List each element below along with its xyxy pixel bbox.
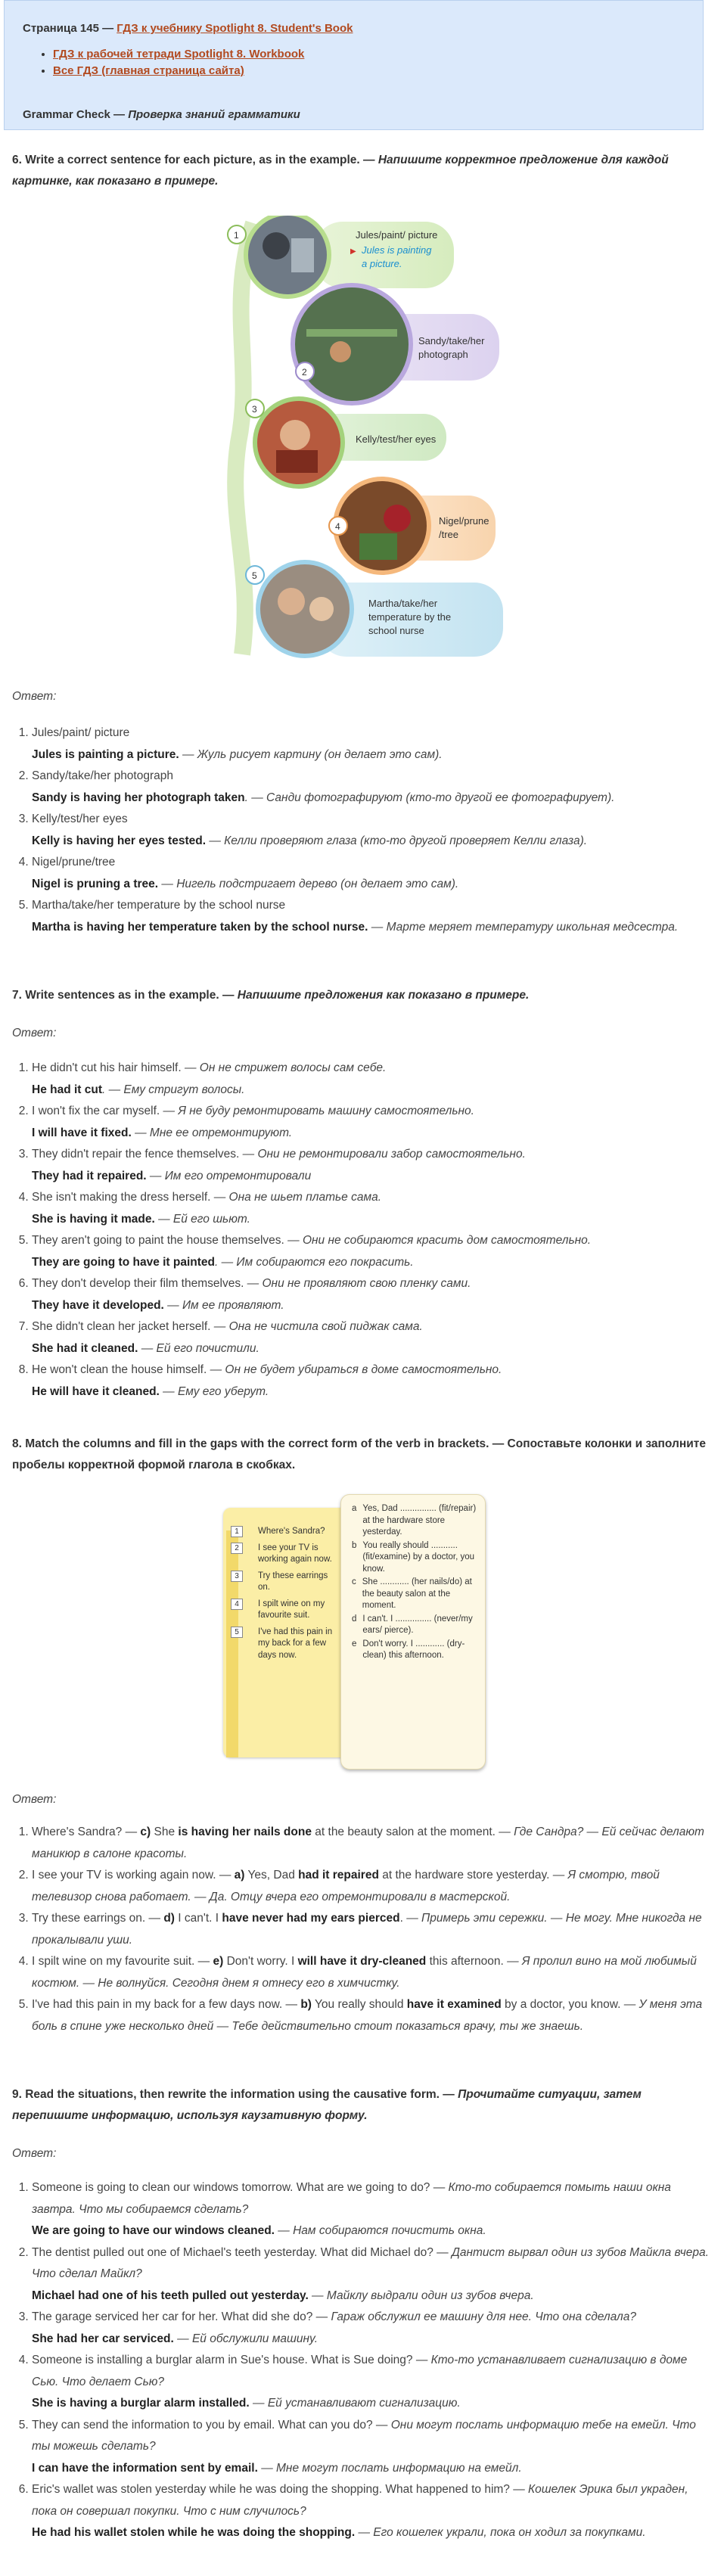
task-7-answers: [11, 1058, 713, 1403]
task-6-title: [12, 150, 708, 192]
answer-bold: have never had my ears pierced: [222, 1912, 400, 1925]
answer-part: She: [151, 1826, 179, 1838]
answer-bold-ru: — Его кошелек украли, пока он ходил за покупками.: [355, 2526, 646, 2539]
answer-ru: — Он не стрижет волосы сам себе.: [181, 1061, 387, 1074]
list-item: [32, 2350, 713, 2415]
list-item: [32, 1101, 713, 1144]
answer-bold-ru: — Майклу выдрали один из зубов вчера.: [308, 2289, 534, 2302]
answer-bold-ru: — Мне могут послать информацию на емейл.: [257, 2461, 522, 2475]
answer-ru: Они могут послать информацию тебе на емейл. Что ты можешь сделать?: [32, 2418, 696, 2453]
task-8-answers: [11, 1822, 713, 2037]
answer-bold: is having her nails done: [178, 1826, 312, 1838]
answer-label: Ответ:: [12, 690, 57, 703]
answer-ru: — Я пролил вино на мой любимый костюм. — Не волнуйся. Сегодня днем я отнесу его в химчистку.: [32, 1955, 697, 1990]
figure-item-3: [246, 399, 446, 486]
figure-label-5c: school nurse: [368, 625, 424, 636]
list-item: [32, 1359, 713, 1403]
answer-bold-ru: — Ему его уберут.: [159, 1384, 269, 1398]
home-link[interactable]: Все ГДЗ (главная страница сайта): [53, 64, 244, 77]
figure-number-2: 2: [302, 367, 307, 378]
right-column-item: [352, 1614, 477, 1637]
answer-bold: They are going to have it painted: [32, 1255, 216, 1269]
answer-part: at the hardware store yesterday.: [378, 1869, 553, 1882]
item-number: 3: [231, 1571, 243, 1582]
task-6-answers: [11, 722, 713, 938]
answer-en: They can send the information to you by email. What can you do? —: [32, 2418, 391, 2432]
students-book-link[interactable]: ГДЗ к учебнику Spotlight 8. Student's Book: [117, 22, 353, 35]
task-8-title: [12, 1434, 708, 1476]
right-column-item: [352, 1577, 477, 1612]
answer-ru: — Я смотрю, твой телевизор снова работает. — Да. Отцу вчера его отремонтировали в мастерской.: [32, 1869, 660, 1903]
answer-en: Kelly is having her eyes tested.: [32, 834, 207, 847]
answer-part: Yes, Dad: [244, 1869, 299, 1882]
answer-part: I spilt wine on my favourite suit. —: [32, 1955, 213, 1968]
answer-part: Where's Sandra? —: [32, 1826, 141, 1838]
answer-en: The dentist pulled out one of Michael's teeth yesterday. What did Michael do? —: [32, 2245, 452, 2259]
figure-item-4: [329, 479, 496, 573]
answer-en: Sandy is having her photograph taken: [32, 791, 245, 804]
answer-ru: — У меня эта боль в спине уже несколько дней — Тебе действительно стоит показаться врачу, ты же знаешь.: [32, 1998, 703, 2033]
page-number-line: [23, 22, 353, 35]
answer-ru: — Она не шьет платье сама.: [210, 1191, 382, 1204]
answer-ru: — Где Сандра? — Ей сейчас делают маникюр в салоне красоты.: [32, 1826, 704, 1860]
list-item: [32, 1187, 713, 1230]
task-7-title-en: 7. Write sentences as in the example. —: [12, 989, 238, 1002]
left-column: [231, 1526, 333, 1666]
item-number: 4: [231, 1599, 243, 1610]
figure-item-2: [293, 285, 499, 403]
left-column-item: [231, 1599, 333, 1622]
answer-letter: e): [213, 1955, 224, 1968]
item-text: I can't. I ............... (never/my ears/ pierce).: [362, 1614, 473, 1635]
answer-bold: I can have the information sent by email.: [32, 2461, 258, 2475]
answer-bold-ru: — Ей устанавливают сигнализацию.: [249, 2397, 461, 2410]
figure-number-1: 1: [234, 230, 239, 241]
answer-bold: have it examined: [406, 1998, 502, 2011]
answer-bold: They have it developed.: [32, 1298, 164, 1312]
answer-part: .: [399, 1912, 407, 1925]
list-item: [32, 1822, 713, 1865]
answer-part: Don't worry. I: [223, 1955, 298, 1968]
figure-example-2: a picture.: [362, 258, 402, 269]
list-item: [32, 2479, 713, 2544]
list-item: [32, 1230, 713, 1273]
answer-ru: — Они не ремонтировали забор самостоятельно.: [239, 1148, 526, 1161]
list-item: [32, 722, 713, 766]
item-text: I've had this pain in my back for a few days now.: [258, 1627, 333, 1660]
answer-en: Eric's wallet was stolen yesterday while he was doing the shopping. What happened to him? —: [32, 2483, 529, 2496]
task-7-title: [12, 985, 708, 1006]
item-number: 2: [231, 1543, 243, 1554]
answer-ru: — Марте меряет температуру школьная медсестра.: [368, 920, 679, 934]
left-column-item: [231, 1571, 333, 1594]
item-letter: b: [352, 1540, 357, 1550]
list-item: [32, 1994, 713, 2037]
left-column-item: [231, 1526, 333, 1538]
answer-prompt: Sandy/take/her photograph: [32, 769, 173, 782]
grammar-check-line: [23, 108, 300, 121]
item-text: Don't worry. I ............ (dry-clean) this afternoon.: [362, 1639, 465, 1660]
answer-bold: Michael had one of his teeth pulled out yesterday.: [32, 2289, 309, 2302]
answer-ru: — Она не чистила свой пиджак сама.: [210, 1320, 423, 1333]
item-text: Where's Sandra?: [258, 1527, 325, 1536]
right-column-item: [352, 1503, 477, 1539]
item-text: You really should ........... (fit/examine) by a doctor, you know.: [362, 1540, 475, 1574]
list-item: [32, 766, 713, 809]
answer-bold: They had it repaired.: [32, 1169, 147, 1182]
answer-bold-ru: — Ей его почистили.: [138, 1341, 259, 1355]
answer-prompt: Nigel/prune/tree: [32, 856, 116, 869]
grammar-subtitle: Проверка знаний грамматики: [128, 108, 300, 121]
answer-bold-ru: — Мне ее отремонтируют.: [131, 1126, 293, 1139]
answer-en: Nigel is pruning a tree.: [32, 877, 159, 890]
answer-ru: Кто-то устанавливает сигнализацию в доме Сью. Что делает Сью?: [32, 2354, 688, 2388]
right-column-item: [352, 1639, 477, 1662]
answer-en: She isn't making the dress herself.: [32, 1191, 211, 1204]
figure-label-1: Jules/paint/ picture: [356, 229, 438, 241]
left-column-item: [231, 1543, 333, 1566]
list-item: [32, 1058, 713, 1101]
right-column-item: [352, 1540, 477, 1576]
answer-bold-ru: — Нам собираются почистить окна.: [274, 2224, 486, 2237]
answer-en: I won't fix the car myself.: [32, 1105, 160, 1117]
answer-bold: She is having it made.: [32, 1212, 155, 1226]
answer-bold: I will have it fixed.: [32, 1126, 132, 1139]
answer-label: Ответ:: [12, 1793, 57, 1806]
answer-en: They didn't repair the fence themselves.: [32, 1148, 240, 1161]
list-item: [32, 1144, 713, 1187]
figure-label-2a: Sandy/take/her: [418, 335, 485, 346]
task-9-title: [12, 2084, 708, 2127]
task-6-title-ru: Напишите корректное предложение для каждой картинке, как показано в примере.: [12, 154, 669, 188]
answer-bold: She had it cleaned.: [32, 1341, 138, 1355]
figure-label-4a: Nigel/prune: [439, 515, 489, 527]
item-text: Try these earrings on.: [258, 1571, 328, 1592]
answer-part: Try these earrings on. —: [32, 1912, 164, 1925]
answer-prompt: Jules/paint/ picture: [32, 726, 130, 739]
answer-ru: — Жуль рисует картину (он делает это сам).: [179, 747, 443, 761]
answer-letter: a): [234, 1869, 245, 1882]
answer-ru: — Нигель подстригает дерево (он делает это сам).: [158, 877, 459, 890]
task-9-answers: [11, 2177, 713, 2544]
answer-ru: . — Санди фотографируют (кто-то другой ее фотографирует).: [244, 791, 615, 804]
answer-en: He won't clean the house himself.: [32, 1363, 207, 1376]
figure-example-1: Jules is painting: [362, 244, 432, 256]
item-number: 1: [231, 1526, 243, 1537]
answer-ru: Гараж обслужил ее машину для нее. Что она сделала?: [331, 2310, 637, 2323]
answer-bold: She had her car serviced.: [32, 2332, 174, 2345]
answer-letter: c): [140, 1826, 151, 1838]
answer-ru: Кто-то собирается помыть наши окна завтра. Что мы собираемся сделать?: [32, 2181, 671, 2216]
answer-bold: She is having a burglar alarm installed.: [32, 2397, 250, 2410]
answer-bold: We are going to have our windows cleaned.: [32, 2224, 275, 2237]
workbook-link[interactable]: ГДЗ к рабочей тетради Spotlight 8. Workbook: [53, 48, 305, 61]
answer-part: I see your TV is working again now. —: [32, 1869, 235, 1882]
answer-en: He didn't cut his hair himself.: [32, 1061, 182, 1074]
answer-bold-ru: — Ей обслужили машину.: [173, 2332, 318, 2345]
answer-prompt: Kelly/test/her eyes: [32, 813, 128, 825]
answer-bold-ru: . — Ему стригут волосы.: [102, 1083, 245, 1096]
figure-label-3: Kelly/test/her eyes: [356, 433, 437, 445]
answer-ru: Дантист вырвал один из зубов Майкла вчера. Что сделал Майкл?: [32, 2245, 709, 2280]
item-text: I spilt wine on my favourite suit.: [258, 1599, 325, 1620]
answer-ru: — Я не буду ремонтировать машину самостоятельно.: [160, 1105, 474, 1117]
answer-bold-ru: — Им его отремонтировали: [146, 1169, 312, 1182]
figure-number-4: 4: [335, 521, 340, 532]
list-item: [32, 1273, 713, 1316]
list-item: [32, 1316, 713, 1359]
figure-label-5a: Martha/take/her: [368, 598, 438, 609]
figure-number-5: 5: [252, 570, 257, 581]
list-item: [32, 809, 713, 852]
answer-label: Ответ:: [12, 2147, 57, 2160]
answer-part: this afternoon.: [426, 1955, 508, 1968]
answer-en: She didn't clean her jacket herself.: [32, 1320, 211, 1333]
item-text: I see your TV is working again now.: [258, 1543, 332, 1564]
answer-ru: — Они не проявляют свою пленку сами.: [244, 1277, 471, 1290]
answer-bold: He had it cut: [32, 1083, 103, 1096]
figure-number-3: 3: [252, 404, 257, 415]
item-number: 5: [231, 1627, 243, 1638]
answer-en: Martha is having her temperature taken by the school nurse.: [32, 920, 368, 934]
item-letter: c: [352, 1577, 356, 1586]
navigation-box: [4, 0, 704, 130]
list-item: [32, 1908, 713, 1951]
answer-bold-ru: . — Им собираются его покрасить.: [215, 1255, 414, 1269]
left-column-item: [231, 1627, 333, 1662]
answer-en: Someone is installing a burglar alarm in Sue's house. What is Sue doing? —: [32, 2354, 431, 2366]
figure-label-5b: temperature by the: [368, 611, 452, 623]
list-item: [32, 2415, 713, 2480]
list-item: [32, 895, 713, 938]
answer-ru: — Келли проверяют глаза (кто-то другой проверяет Келли глаза).: [206, 834, 588, 847]
answer-bold: had it repaired: [298, 1869, 379, 1882]
list-item: [32, 2242, 713, 2307]
answer-ru: — Примерь эти сережки. — Не могу. Мне никогда не прокалывали уши.: [32, 1912, 702, 1947]
right-column: [352, 1503, 477, 1664]
task-6-title-en: 6. Write a correct sentence for each picture, as in the example. —: [12, 154, 378, 166]
answer-bold-ru: — Им ее проявляют.: [163, 1298, 284, 1312]
list-item: [53, 63, 304, 79]
list-item: [32, 852, 713, 895]
list-item: [32, 1865, 713, 1908]
answer-en: Someone is going to clean our windows tomorrow. What are we going to do? —: [32, 2181, 449, 2194]
task-6-figure: [223, 216, 507, 662]
grammar-label: Grammar Check —: [23, 108, 129, 121]
task-9-title-en: 9. Read the situations, then rewrite the information using the causative form. —: [12, 2088, 458, 2101]
item-letter: d: [352, 1614, 357, 1624]
answer-bold: will have it dry-cleaned: [297, 1955, 427, 1968]
answer-en: The garage serviced her car for her. What did she do? —: [32, 2310, 331, 2323]
figure-label-4b: /tree: [439, 529, 459, 540]
answer-ru: — Они не собираются красить дом самостоятельно.: [284, 1234, 592, 1247]
task-8-figure: [223, 1494, 488, 1770]
figure-label-2b: photograph: [418, 349, 468, 360]
answer-prompt: Martha/take/her temperature by the school nurse: [32, 899, 286, 912]
answer-en: Jules is painting a picture.: [32, 747, 179, 761]
answer-ru: — Он не будет убираться в доме самостоятельно.: [207, 1363, 502, 1376]
answer-label: Ответ:: [12, 1027, 57, 1039]
item-text: Yes, Dad ............... (fit/repair) at the hardware store yesterday.: [362, 1504, 477, 1537]
answer-bold: He had his wallet stolen while he was doing the shopping.: [32, 2526, 356, 2539]
answer-part: at the beauty salon at the moment.: [311, 1826, 499, 1838]
links-list: [35, 46, 304, 79]
answer-en: They aren't going to paint the house themselves.: [32, 1234, 284, 1247]
answer-part: I've had this pain in my back for a few days now. —: [32, 1998, 301, 2011]
figure-item-5: [246, 562, 503, 657]
answer-part: by a doctor, you know.: [501, 1998, 624, 2011]
answer-letter: b): [300, 1998, 312, 2011]
list-item: [53, 46, 304, 63]
item-letter: e: [352, 1639, 357, 1648]
list-item: [32, 2307, 713, 2350]
task-9-title-ru: Прочитайте ситуации, затем перепишите информацию, используя каузативную форму.: [12, 2088, 642, 2122]
answer-part: You really should: [311, 1998, 407, 2011]
list-item: [32, 1951, 713, 1994]
item-letter: a: [352, 1504, 357, 1513]
item-text: She ............ (her nails/do) at the beauty salon at the moment.: [362, 1577, 472, 1610]
task-8-title-text: 8. Match the columns and fill in the gaps with the correct form of the verb in brackets. — Сопоставьте колонки и заполните пробелы корректной формой глагола в скобках.: [12, 1437, 706, 1471]
answer-bold-ru: — Ей его шьют.: [154, 1212, 250, 1226]
arrow-icon: ▶: [350, 247, 356, 256]
answer-part: I can't. I: [174, 1912, 222, 1925]
page-prefix: Страница 145 —: [23, 22, 117, 35]
list-item: [32, 2177, 713, 2242]
task-7-title-ru: Напишите предложения как показано в примере.: [237, 989, 530, 1002]
answer-ru: Кошелек Эрика был украден, пока он совершал покупки. Что с ним случилось?: [32, 2483, 688, 2518]
answer-bold: He will have it cleaned.: [32, 1384, 160, 1398]
answer-en: They don't develop their film themselves.: [32, 1277, 244, 1290]
answer-letter: d): [163, 1912, 175, 1925]
